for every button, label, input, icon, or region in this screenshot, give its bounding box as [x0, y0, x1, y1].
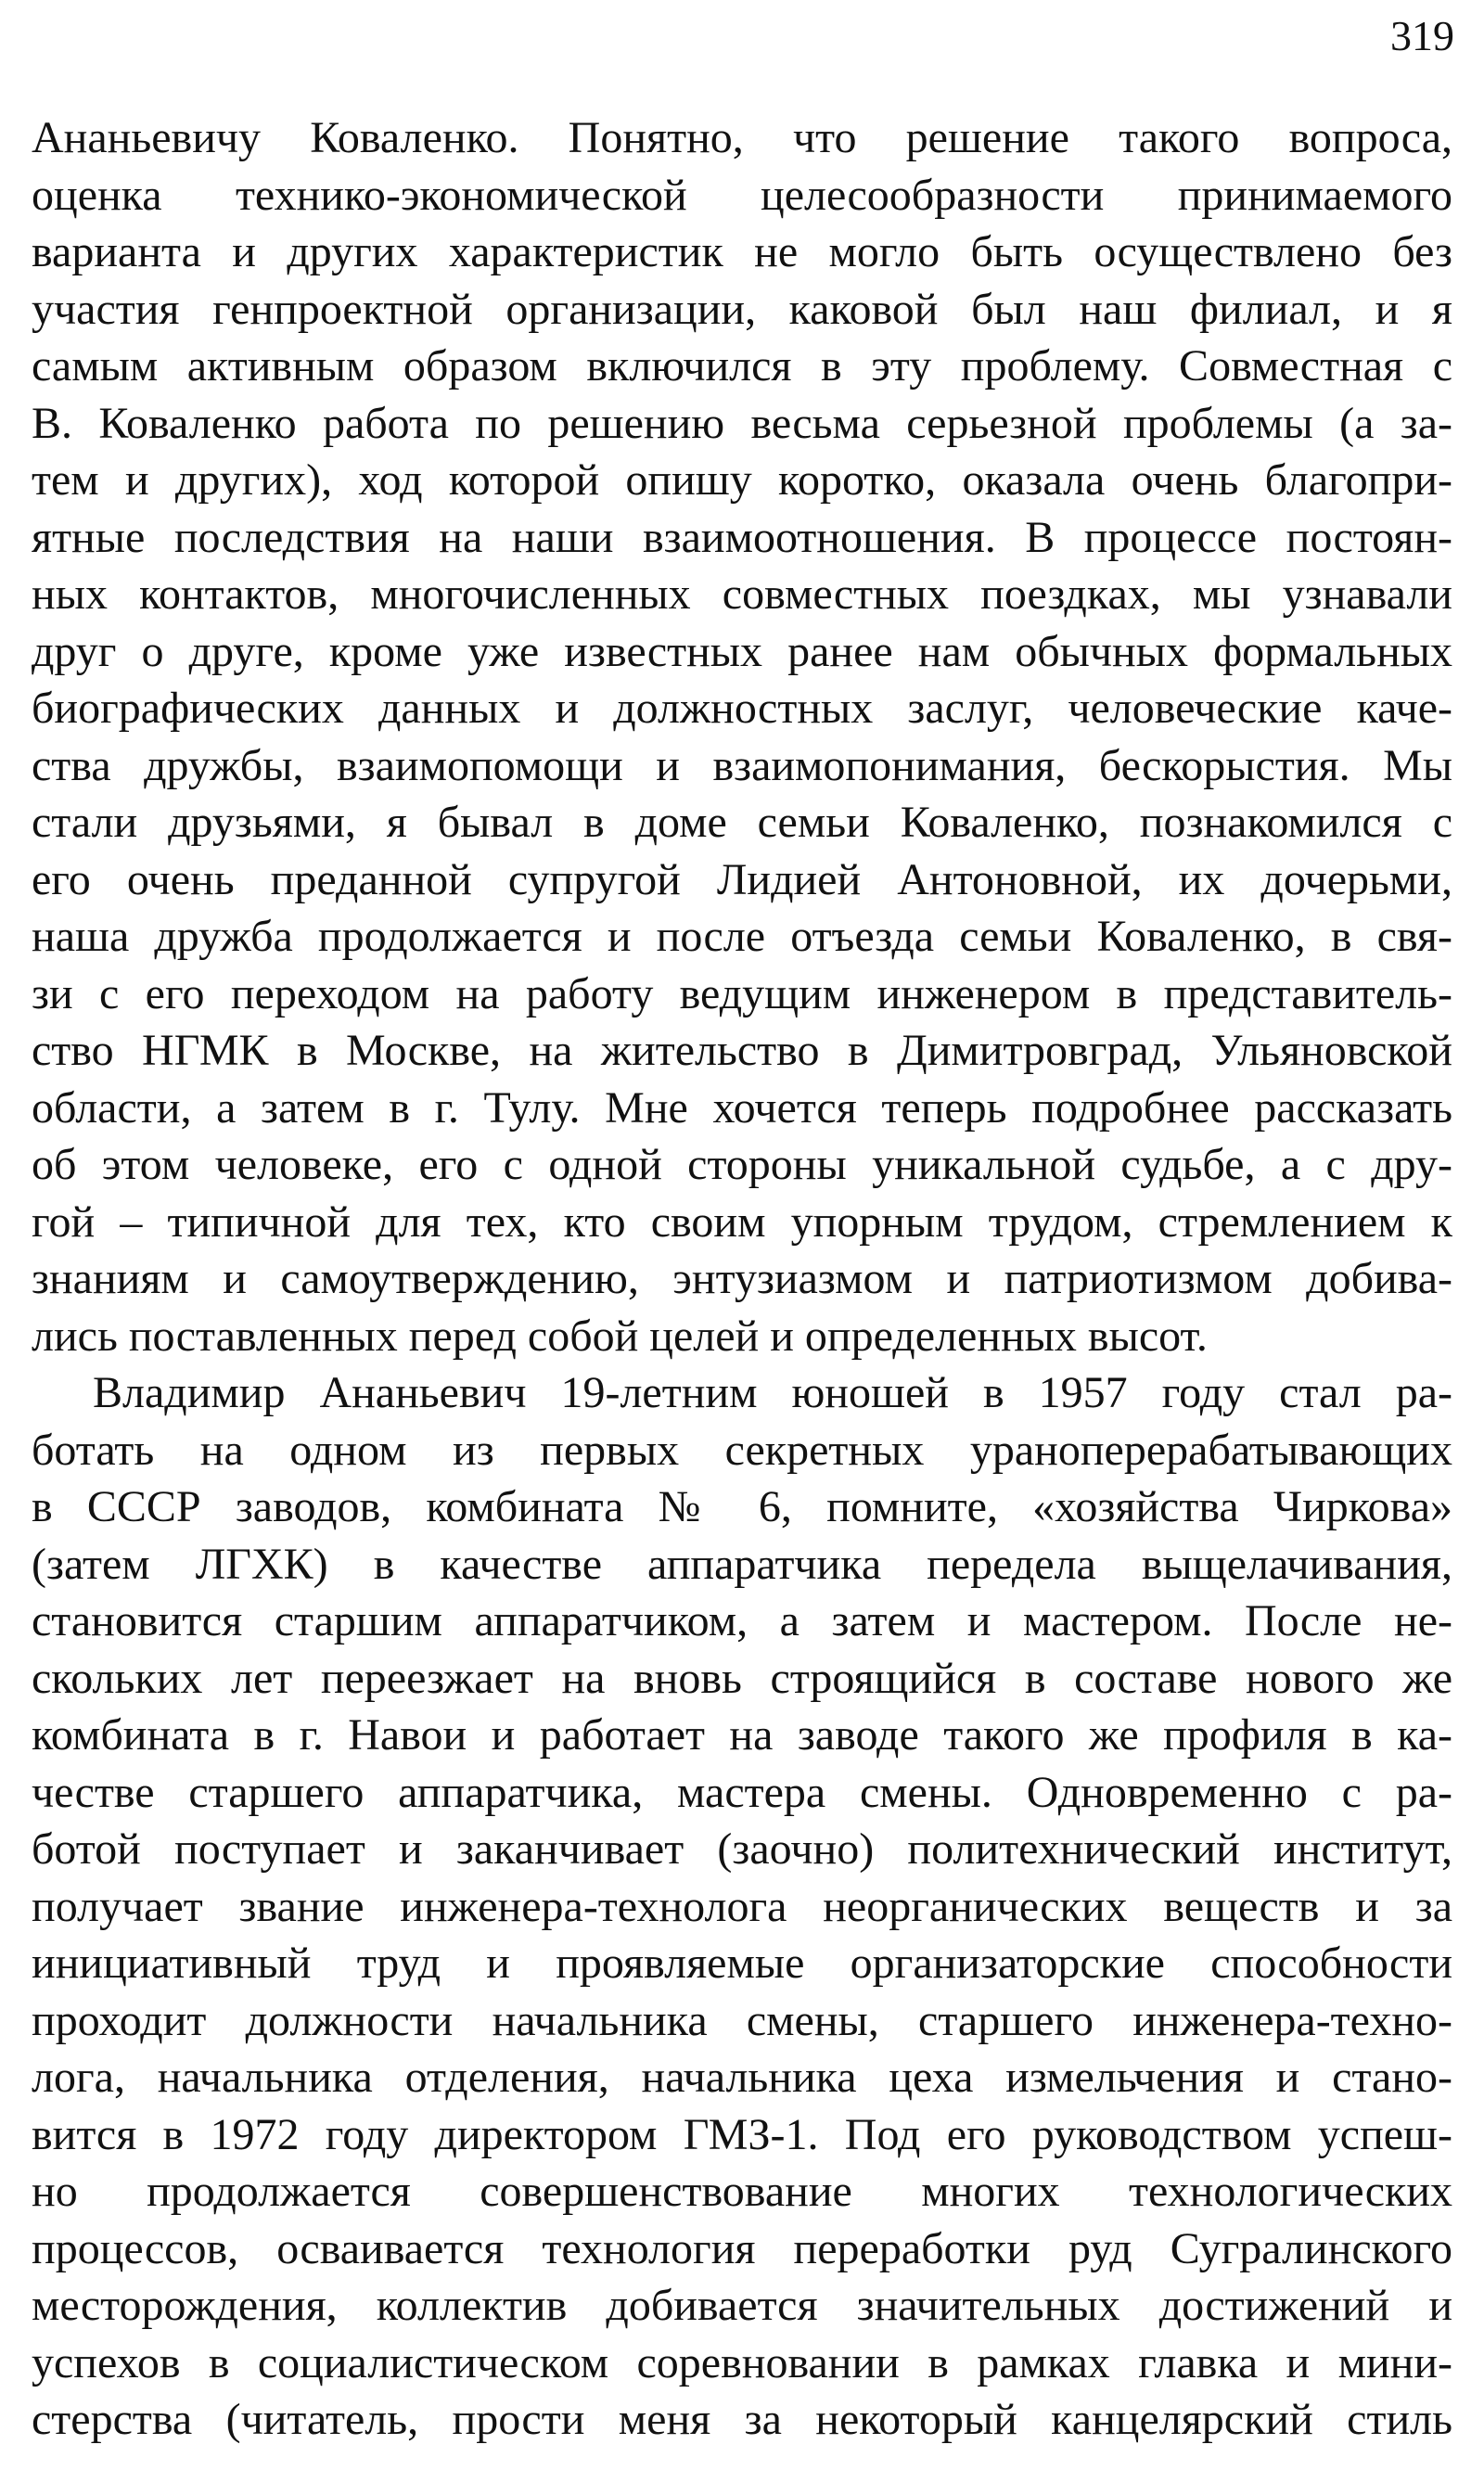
- text-line: его очень преданной супругой Лидией Антоновной, их дочерьми,: [32, 854, 1452, 904]
- text-line: проходит должности начальника смены, старшего инженера-техно-: [32, 1995, 1452, 2045]
- text-line: честве старшего аппаратчика, мастера смены. Одновременно с ра-: [32, 1767, 1452, 1817]
- text-line: лога, начальника отделения, начальника цеха измельчения и стано-: [32, 2053, 1452, 2102]
- text-line: скольких лет переезжает на вновь строящийся в составе нового же: [32, 1653, 1452, 1703]
- text-line: гой – типичной для тех, кто своим упорным трудом, стремлением к: [32, 1197, 1452, 1247]
- text-line: комбината в г. Навои и работает на заводе такого же профиля в ка-: [32, 1710, 1452, 1760]
- text-line: самым активным образом включился в эту проблему. Совместная с: [32, 341, 1452, 390]
- text-line: ботать на одном из первых секретных ураноперерабатывающих: [32, 1425, 1452, 1475]
- text-line: знаниям и самоутверждению, энтузиазмом и патриотизмом добива-: [32, 1254, 1452, 1303]
- text-line: в СССР заводов, комбината № 6, помните, «хозяйства Чиркова»: [32, 1482, 1452, 1531]
- text-line: В. Коваленко работа по решению весьма серьезной проблемы (а за-: [32, 398, 1452, 448]
- text-line: ство НГМК в Москве, на жительство в Димитровград, Ульяновской: [32, 1026, 1452, 1075]
- paragraph-2: [32, 1364, 1452, 2449]
- text-line: но продолжается совершенствование многих технологических: [32, 2167, 1452, 2216]
- text-line: биографических данных и должностных заслуг, человеческие каче-: [32, 684, 1452, 733]
- text-line: получает звание инженера-технолога неорганических веществ и за: [32, 1881, 1452, 1931]
- page-number: 319: [1390, 12, 1454, 59]
- paragraph-1: [32, 109, 1452, 1364]
- text-line: участия генпроектной организации, каковой был наш филиал, и я: [32, 284, 1452, 334]
- text-line: лись поставленных перед собой целей и определенных высот.: [32, 1311, 1208, 1361]
- text-line: об этом человеке, его с одной стороны уникальной судьбе, а с дру-: [32, 1140, 1452, 1189]
- text-line: варианта и других характеристик не могло быть осуществлено без: [32, 227, 1452, 276]
- text-line: наша дружба продолжается и после отъезда семьи Коваленко, в свя-: [32, 912, 1452, 961]
- text-line: стерства (читатель, прости меня за некоторый канцелярский стиль: [32, 2395, 1452, 2444]
- text-line: ботой поступает и заканчивает (заочно) политехнический институт,: [32, 1824, 1452, 1874]
- text-line: Ананьевичу Коваленко. Понятно, что решение такого вопроса,: [32, 113, 1452, 162]
- text-line: (затем ЛГХК) в качестве аппаратчика передела выщелачивания,: [32, 1539, 1452, 1589]
- text-line: ных контактов, многочисленных совместных поездках, мы узнавали: [32, 570, 1452, 619]
- text-line: оценка технико-экономической целесообразности принимаемого: [32, 170, 1452, 220]
- text-line: области, а затем в г. Тулу. Мне хочется теперь подробнее рассказать: [32, 1082, 1452, 1133]
- text-line: Владимир Ананьевич 19-летним юношей в 1957 году стал ра-: [93, 1368, 1452, 1417]
- text-line: месторождения, коллектив добивается значительных достижений и: [32, 2281, 1452, 2330]
- body-text: [32, 109, 1452, 2449]
- text-line: друг о друге, кроме уже известных ранее нам обычных формальных: [32, 626, 1452, 676]
- text-line: вится в 1972 году директором ГМЗ-1. Под его руководством успеш-: [32, 2109, 1452, 2159]
- text-line: процессов, осваивается технология переработки руд Сугралинского: [32, 2223, 1452, 2273]
- text-line: становится старшим аппаратчиком, а затем и мастером. После не-: [32, 1596, 1452, 1645]
- text-line: зи с его переходом на работу ведущим инженером в представитель-: [32, 968, 1452, 1018]
- text-line: тем и других), ход которой опишу коротко, оказала очень благопри-: [32, 455, 1452, 505]
- text-line: успехов в социалистическом соревновании в рамках главка и мини-: [32, 2337, 1452, 2387]
- text-line: стали друзьями, я бывал в доме семьи Коваленко, познакомился с: [32, 798, 1452, 847]
- text-line: инициативный труд и проявляемые организаторские способности: [32, 1939, 1452, 1988]
- text-line: ства дружбы, взаимопомощи и взаимопонимания, бескорыстия. Мы: [32, 740, 1452, 790]
- text-line: ятные последствия на наши взаимоотношения. В процессе постоян-: [32, 512, 1452, 562]
